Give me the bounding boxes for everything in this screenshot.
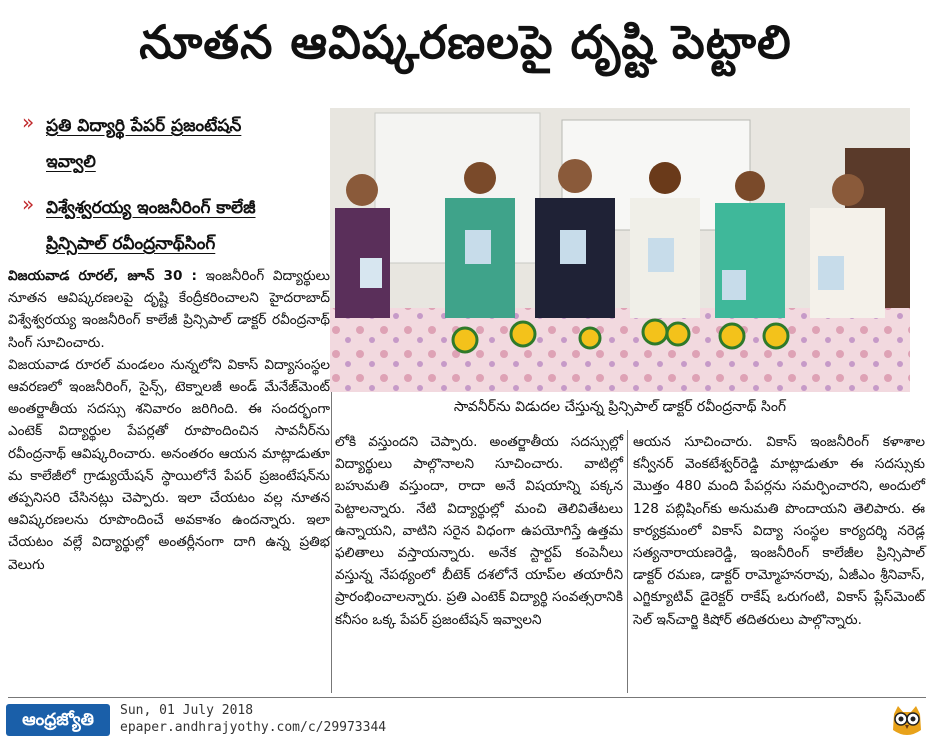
dateline: విజయవాడ రూరల్, జూన్ 30 : <box>8 268 197 284</box>
footer-divider <box>8 697 926 698</box>
highlight-item <box>22 108 322 180</box>
article-paragraph: ఆయన సూచించారు. వికాస్ ఇంజనీరింగ్ కళాశాల కన్వీనర్ వెంకటేశ్వర్‌రెడ్డి మాట్లాడుతూ ఈ సదస్సుకు మొత్తం 480 మంది పేపర్లను సమర్పించారని, అందులో 128 పబ్లిషింగ్‌కు అనుమతి పొందాయని తెలిపారు. ఈ కార్యక్రమంలో వికాస్ విద్యా సంస్థల కార్యదర్శి నరెడ్ల సత్యనారాయణరెడ్డి, ఇంజనీరింగ్ కాలేజీల ప్రిన్సిపాల్ డాక్టర్ రమణ, డాక్టర్ రామ్మోహనరావు, ఏజీఎం శ్రీనివాస్, ఎగ్జిక్యూటివ్ డైరెక్టర్ రాకేష్ ఒరుగంటి, వికాస్ ప్లేస్‌మెంట్ సెల్ ఇన్‌చార్జి కిషోర్ తదితరులు పాల్గొన్నారు. <box>633 434 925 628</box>
article-column-1 <box>8 265 330 576</box>
epaper-meta <box>120 702 386 736</box>
article-paragraph: లోకి వస్తుందని చెప్పారు. అంతర్జాతీయ సదస్సుల్లో విద్యార్థులు పాల్గొనాలని సూచించారు. వాటిల్లో బహుమతి వస్తుందా, రాదా అనే విషయాన్ని పక్కన పెట్టాలన్నారు. నేటి విద్యార్థుల్లో మంచి తెలివితేటలు ఉన్నాయని, వాటిని సరైన విధంగా ఉపయోగిస్తే ఉత్తమ ఫలితాలు వస్తాయన్నారు. అనేక స్టార్టప్ కంపెనీలు వస్తున్న నేపథ్యంలో బీటెక్ దశలోనే యాప్‌ల తయారీని ప్రారంభించాలన్నారు. ప్రతి ఎంటెక్ విద్యార్థి సంవత్సరానికి కనీసం ఒక్క పేపర్ ప్రజంటేషన్ ఇవ్వాలని <box>335 434 623 628</box>
double-chevron-icon: » <box>22 192 35 216</box>
highlight-line: ప్రతి విద్యార్థి పేపర్ ప్రజంటేషన్ <box>46 116 242 136</box>
highlight-line: విశ్వేశ్వరయ్య ఇంజనీరింగ్ కాలేజీ <box>46 198 256 218</box>
highlights <box>22 108 322 272</box>
event-photo <box>330 108 910 392</box>
article-paragraph: విజయవాడ రూరల్ మండలం నున్నలోని వికాస్ విద్యాసంస్థల ఆవరణలో ఇంజనీరింగ్, సైన్స్, టెక్నాలజీ అండ్ మేనేజ్‌మెంట్ అంతర్జాతీయ సదస్సు శనివారం జరిగింది. ఈ సందర్భంగా ఎంటెక్ విద్యార్థుల పేపర్లతో రూపొందించిన సావనీర్‌ను రవీంద్రనాథ్ ఆవిష్కరించారు. అనంతరం ఆయన మాట్లాడుతూ మ కాలేజీలో గ్రాడ్యుయేషన్ స్థాయిలోనే పేపర్ ప్రజంటేషన్‌ను తప్పనిసరి చేసినట్లు చెప్పారు. ఇలా చేయటం వల్ల నూతన ఆవిష్కరణలను రూపొందించే అవకాశం ఉందన్నారు. ఇలా చేయటం వల్లే విద్యార్థుల్లో అంతర్లీనంగా దాగి ఉన్న ప్రతిభ వెలుగు <box>8 356 330 573</box>
headline: నూతన ఆవిష్కరణలపై దృష్టి పెట్టాలి <box>139 15 792 69</box>
owl-icon <box>888 702 926 740</box>
andhrajyothy-logo: ఆంధ్రజ్యోతి <box>6 704 110 736</box>
photo-caption: సావనీర్‌ను విడుదల చేస్తున్న ప్రిన్సిపాల్ డాక్టర్ రవీంద్రనాథ్ సింగ్ <box>453 399 787 415</box>
highlight-line: ప్రిన్సిపాల్ రవీంద్రనాథ్‌సింగ్ <box>46 234 216 254</box>
footer <box>0 700 931 741</box>
highlight-line: ఇవ్వాలి <box>46 152 96 172</box>
article-column-3 <box>633 431 925 631</box>
epaper-url[interactable]: epaper.andhrajyothy.com/c/29973344 <box>120 720 387 735</box>
event-photo-image <box>330 108 910 392</box>
article-column-2 <box>335 431 623 631</box>
highlight-item <box>22 190 322 262</box>
publication-date: Sun, 01 July 2018 <box>120 703 254 718</box>
column-divider <box>627 430 628 693</box>
double-chevron-icon: » <box>22 110 35 134</box>
article-paragraph: ఇంజనీరింగ్ విద్యార్థులు నూతన ఆవిష్కరణలపై దృష్టి కేంద్రీకరించాలని హైదరాబాద్ విశ్వేశ్వరయ్య ఇంజనీరింగ్ కాలేజీ ప్రిన్సిపాల్ డాక్టర్ రవీంద్రనాథ్ సింగ్ సూచించారు. <box>8 268 330 351</box>
